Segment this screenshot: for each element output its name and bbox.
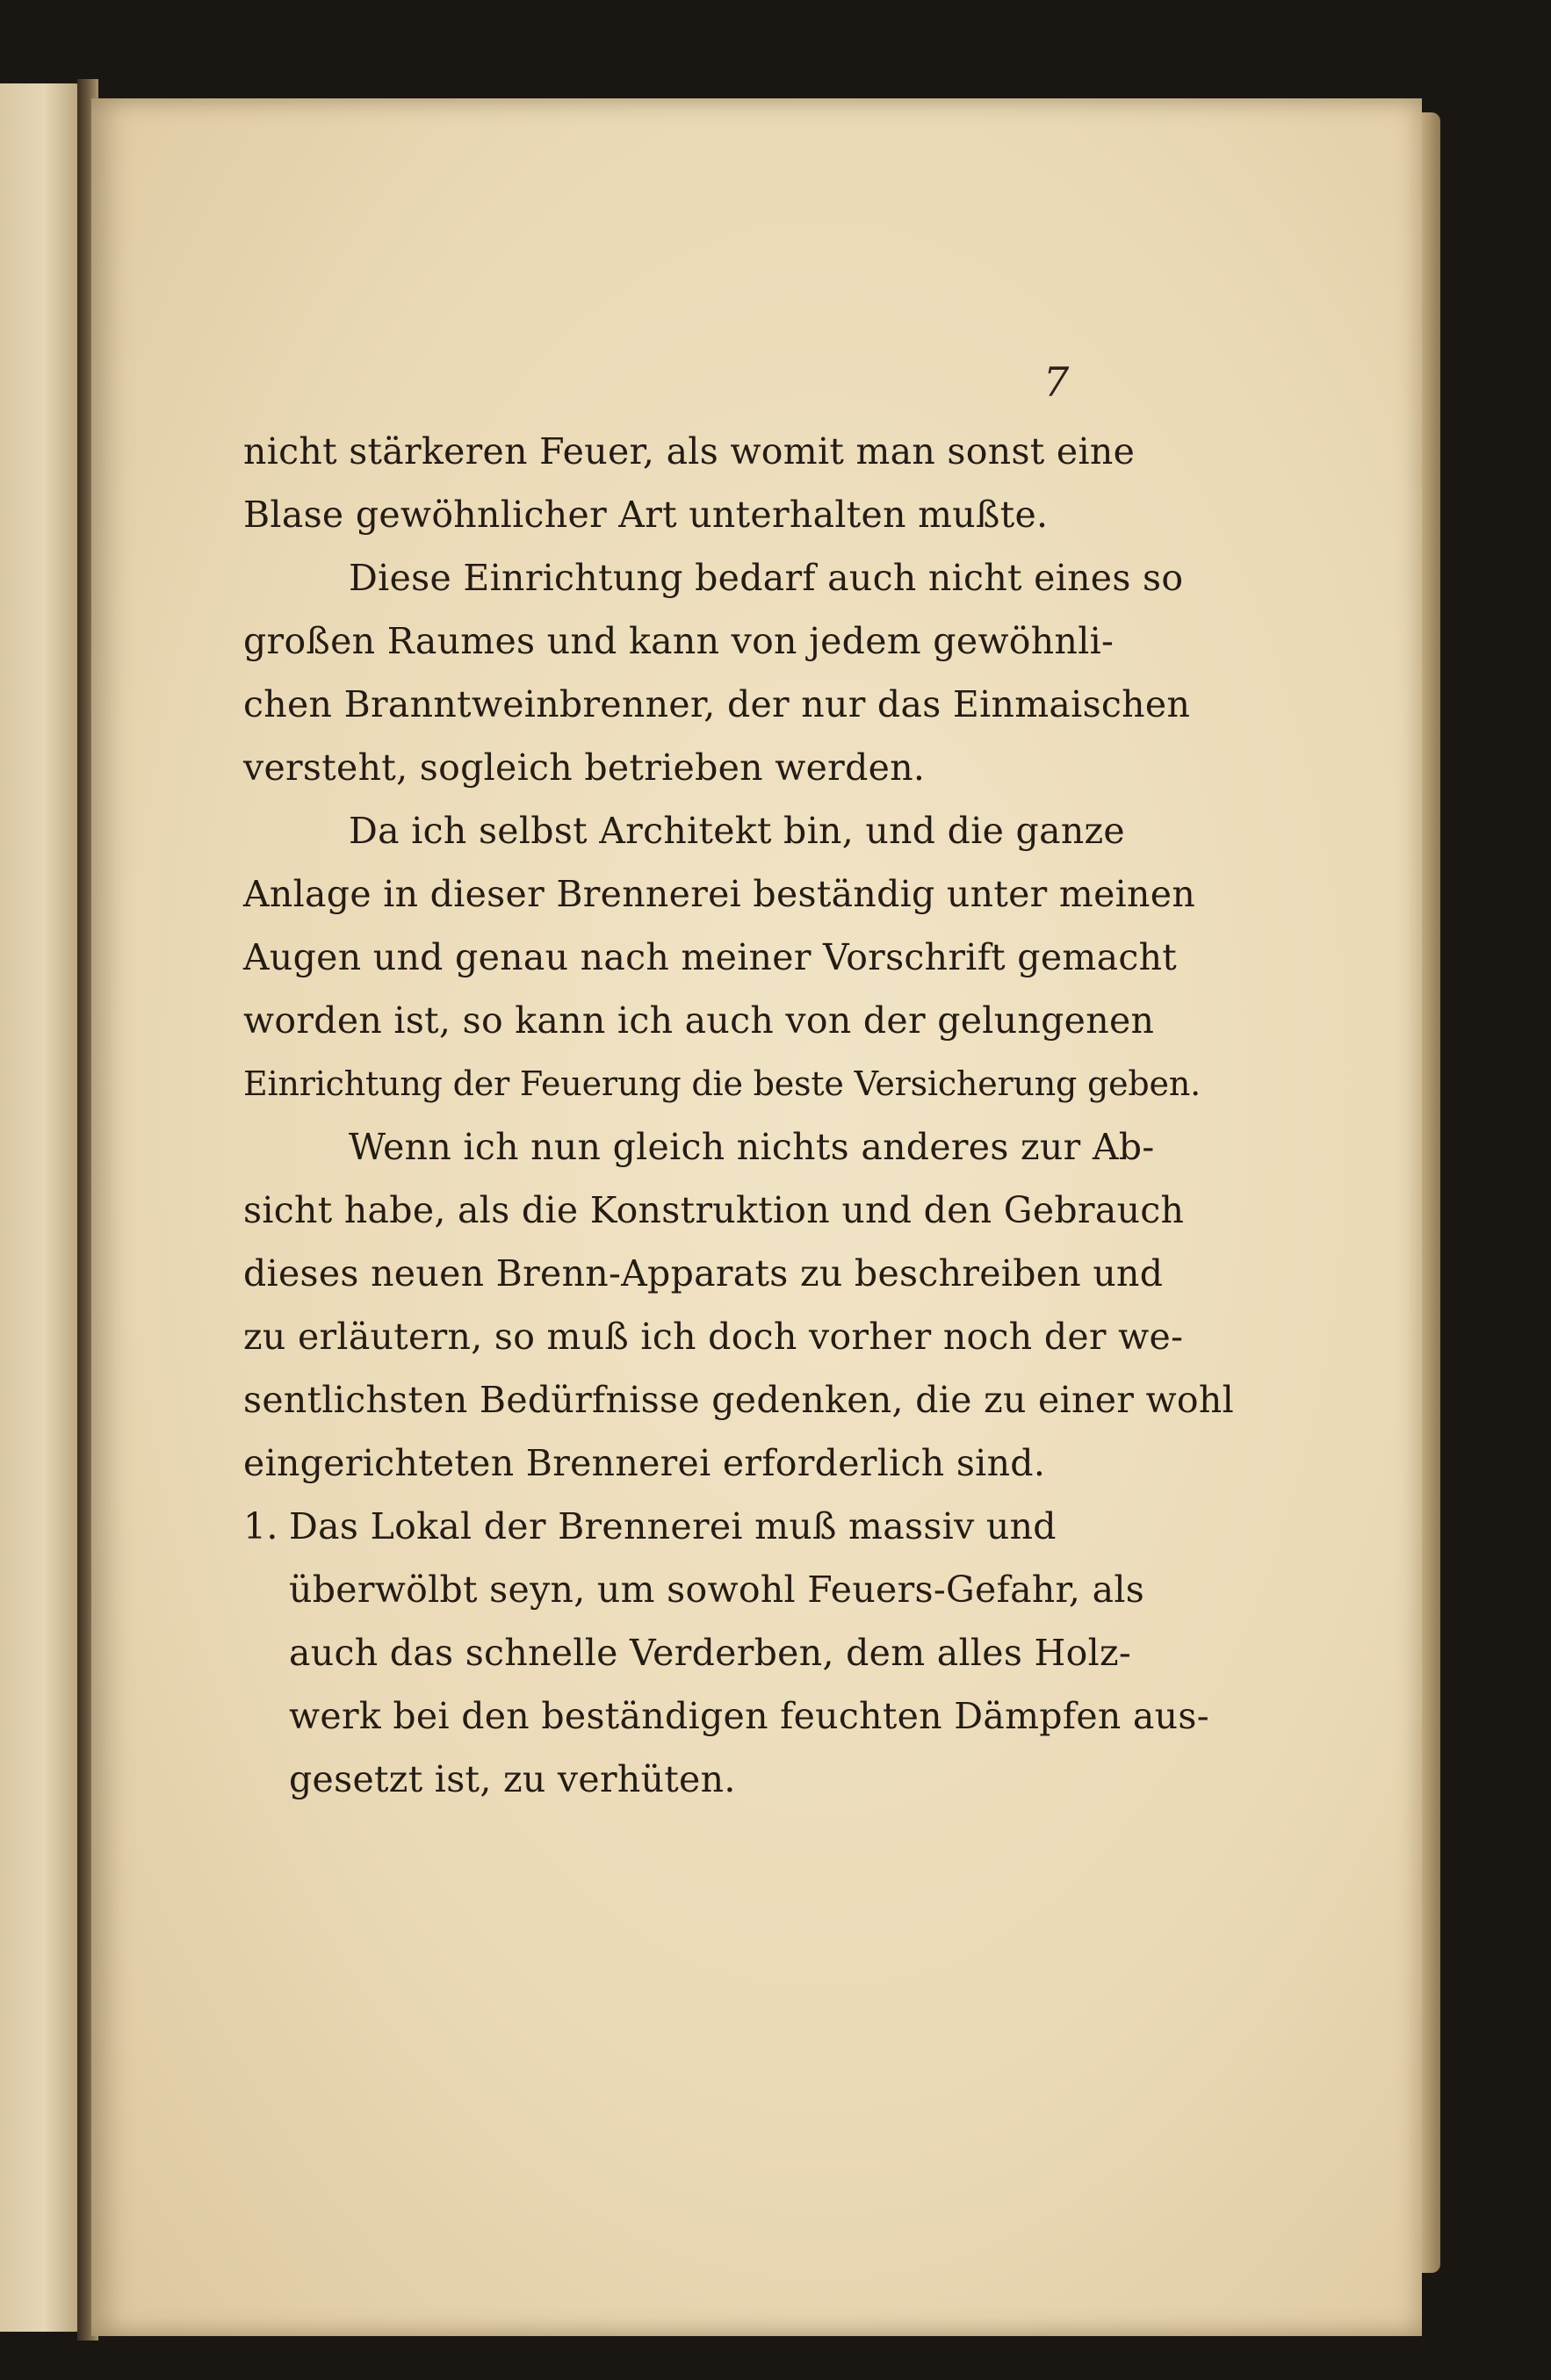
text-line: Anlage in dieser Brennerei beständig unter meinen bbox=[243, 873, 1196, 915]
list-item-line: gesetzt ist, zu verhüten. bbox=[289, 1758, 736, 1800]
text-line: sentlichsten Bedürfnisse gedenken, die zu einer wohl bbox=[243, 1379, 1234, 1421]
text-line: chen Branntweinbrenner, der nur das Einmaischen bbox=[243, 683, 1191, 725]
text-line: Einrichtung der Feuerung die beste Versicherung geben. bbox=[243, 1064, 1201, 1103]
text-line: Diese Einrichtung bedarf auch nicht eines so bbox=[349, 557, 1184, 599]
list-item-line: auch das schnelle Verderben, dem alles Holz- bbox=[289, 1632, 1132, 1674]
text-line: versteht, sogleich betrieben werden. bbox=[243, 746, 926, 789]
text-line: nicht stärkeren Feuer, als womit man sonst eine bbox=[243, 430, 1136, 472]
list-item-line: werk bei den beständigen feuchten Dämpfen aus- bbox=[289, 1695, 1209, 1737]
text-line: zu erläutern, so muß ich doch vorher noch der we- bbox=[243, 1316, 1184, 1358]
text-line: dieses neuen Brenn-Apparats zu beschreiben und bbox=[243, 1252, 1164, 1295]
text-line: großen Raumes und kann von jedem gewöhnli- bbox=[243, 620, 1115, 662]
list-item-text: Das Lokal der Brennerei muß massiv und bbox=[289, 1505, 1057, 1547]
page-number: 7 bbox=[1043, 358, 1070, 406]
text-line: Wenn ich nun gleich nichts anderes zur Ab- bbox=[349, 1126, 1155, 1168]
text-line: eingerichteten Brennerei erforderlich sind. bbox=[243, 1442, 1046, 1484]
previous-page-edge bbox=[0, 83, 81, 2332]
list-item-number: 1. bbox=[243, 1505, 278, 1547]
list-item-line bbox=[243, 1495, 1078, 1558]
text-line: worden ist, so kann ich auch von der gelungenen bbox=[243, 999, 1155, 1042]
page-body bbox=[243, 420, 1234, 1811]
text-line: Blase gewöhnlicher Art unterhalten mußte. bbox=[243, 494, 1049, 536]
text-line: Da ich selbst Architekt bin, und die ganze bbox=[349, 810, 1125, 852]
text-line: sicht habe, als die Konstruktion und den Gebrauch bbox=[243, 1189, 1185, 1231]
list-item-line: überwölbt seyn, um sowohl Feuers-Gefahr, als bbox=[289, 1569, 1145, 1611]
text-line: Augen und genau nach meiner Vorschrift gemacht bbox=[243, 936, 1178, 978]
